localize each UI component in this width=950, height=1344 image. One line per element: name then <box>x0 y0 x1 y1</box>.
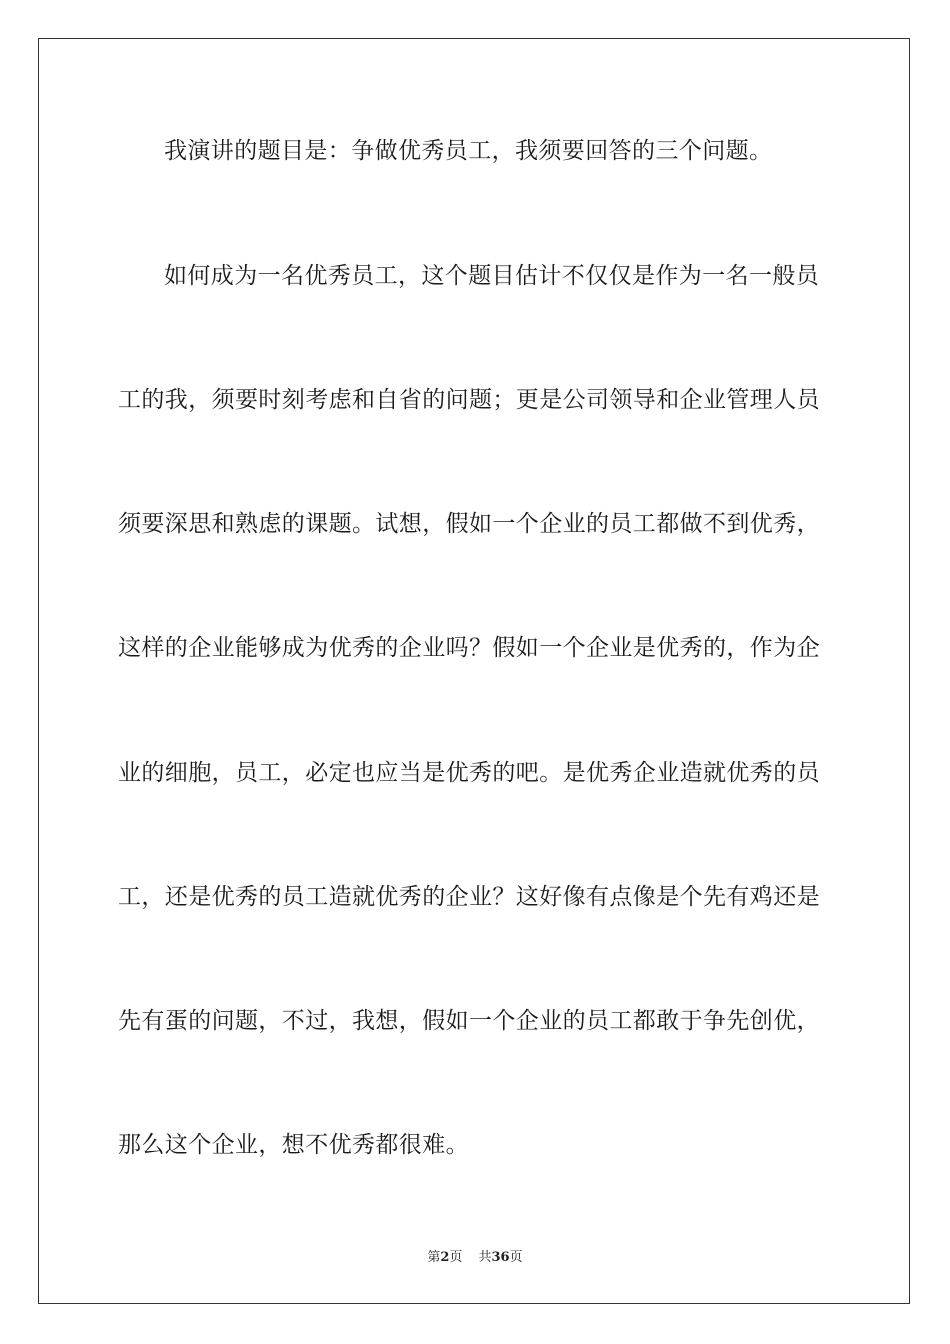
page-border <box>38 38 910 1304</box>
page-footer <box>0 1249 950 1267</box>
paragraph-line-9: 那么这个企业，想不优秀都很难。 <box>118 1132 469 1158</box>
paragraph-line-6: 业的细胞，员工，必定也应当是优秀的吧。是优秀企业造就优秀的员 <box>118 760 820 786</box>
paragraph-line-2: 如何成为一名优秀员工，这个题目估计不仅仅是作为一名一般员 <box>164 263 820 289</box>
footer-total-suffix: 页 <box>509 1250 523 1265</box>
footer-page-number: 2 <box>440 1250 450 1265</box>
footer-page-prefix: 第 <box>427 1250 441 1265</box>
paragraph-line-3: 工的我，须要时刻考虑和自省的问题；更是公司领导和企业管理人员 <box>118 387 820 413</box>
paragraph-line-1: 我演讲的题目是：争做优秀员工，我须要回答的三个问题。 <box>164 138 773 164</box>
paragraph-line-4: 须要深思和熟虑的课题。试想，假如一个企业的员工都做不到优秀， <box>118 511 820 537</box>
footer-total-pages: 36 <box>491 1250 510 1265</box>
footer-total-prefix: 共 <box>478 1250 492 1265</box>
footer-page-suffix: 页 <box>449 1250 463 1265</box>
paragraph-line-8: 先有蛋的问题，不过，我想，假如一个企业的员工都敢于争先创优， <box>118 1008 820 1034</box>
paragraph-line-7: 工，还是优秀的员工造就优秀的企业？这好像有点像是个先有鸡还是 <box>118 884 820 910</box>
paragraph-line-5: 这样的企业能够成为优秀的企业吗？假如一个企业是优秀的，作为企 <box>118 635 820 661</box>
